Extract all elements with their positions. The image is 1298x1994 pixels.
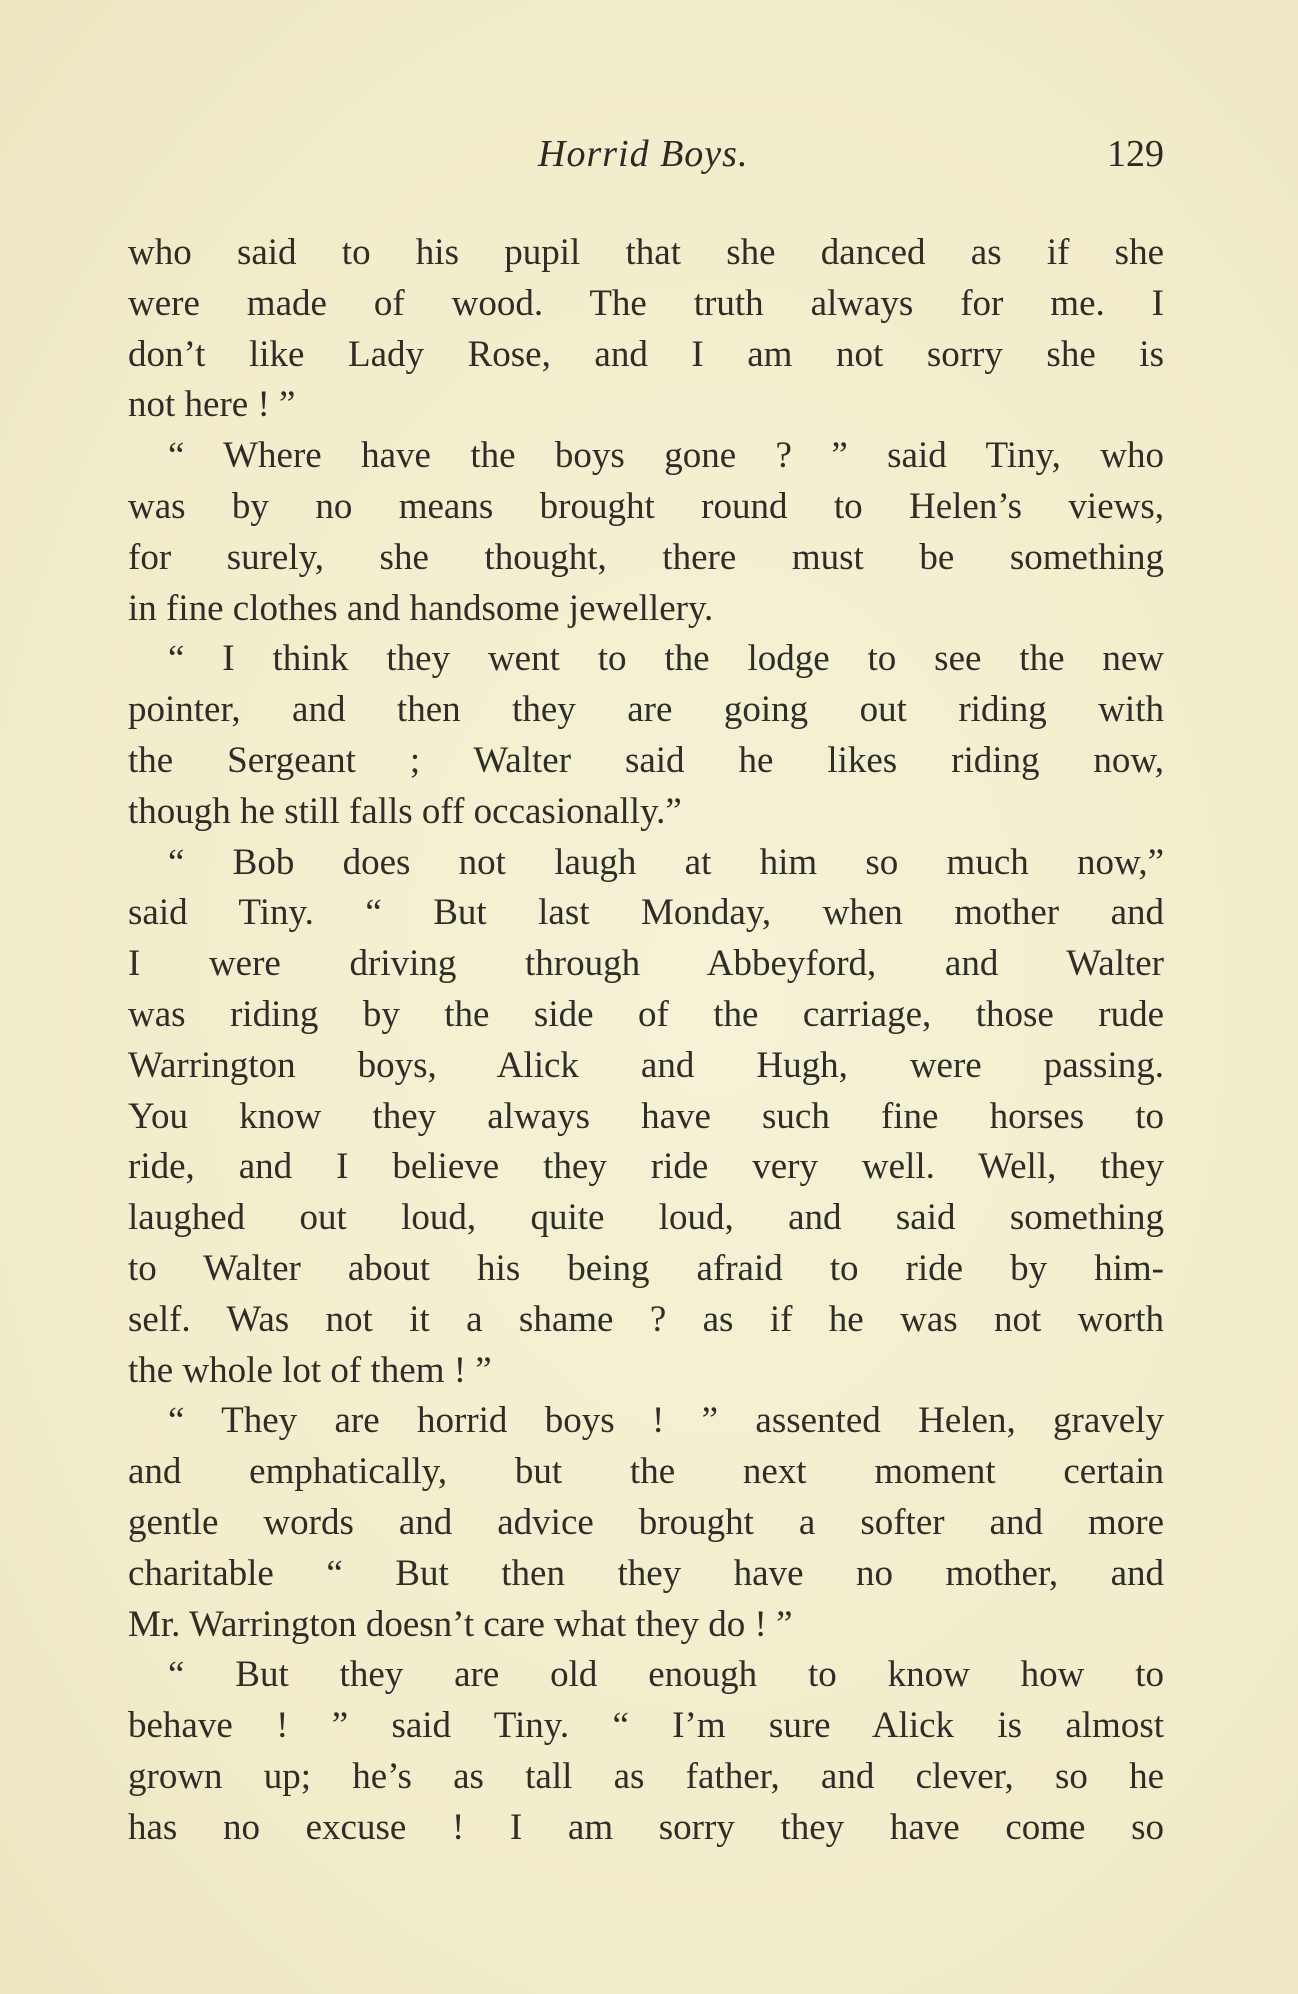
text-line: self. Was not it a shame ? as if he was not worth: [128, 1298, 1164, 1340]
text-line: “ Where have the boys gone ? ” said Tiny, who: [168, 435, 1164, 477]
text-line: “ I think they went to the lodge to see the new: [168, 638, 1164, 680]
text-line: the whole lot of them ! ”: [128, 1349, 492, 1391]
text-line: don’t like Lady Rose, and I am not sorry she is: [128, 333, 1164, 375]
text-line: grown up; he’s as tall as father, and clever, so he: [128, 1755, 1164, 1797]
text-line: I were driving through Abbeyford, and Walter: [128, 943, 1164, 985]
text-line: “ But they are old enough to know how to: [168, 1654, 1164, 1696]
text-line: and emphatically, but the next moment certain: [128, 1451, 1164, 1493]
text-line: “ Bob does not laugh at him so much now,”: [168, 841, 1164, 883]
text-line: not here ! ”: [128, 384, 296, 426]
text-line: pointer, and then they are going out riding with: [128, 689, 1164, 731]
text-line: though he still falls off occasionally.”: [128, 790, 682, 832]
text-line: “ They are horrid boys ! ” assented Helen, gravely: [168, 1400, 1164, 1442]
text-line: behave ! ” said Tiny. “ I’m sure Alick is almost: [128, 1705, 1164, 1747]
text-line: Warrington boys, Alick and Hugh, were passing.: [128, 1044, 1164, 1086]
text-line: was by no means brought round to Helen’s views,: [128, 485, 1164, 527]
text-line: said Tiny. “ But last Monday, when mother and: [128, 892, 1164, 934]
running-head: Horrid Boys.: [538, 133, 749, 175]
text-line: You know they always have such fine horses to: [128, 1095, 1164, 1137]
text-line: to Walter about his being afraid to ride by him-: [128, 1247, 1164, 1289]
text-line: in fine clothes and handsome jewellery.: [128, 587, 714, 629]
text-line: Mr. Warrington doesn’t care what they do ! ”: [128, 1603, 793, 1645]
page-header: [128, 132, 1164, 192]
text-line: were made of wood. The truth always for me. I: [128, 282, 1164, 324]
text-line: ride, and I believe they ride very well. Well, they: [128, 1146, 1164, 1188]
text-line: for surely, she thought, there must be something: [128, 536, 1164, 578]
text-line: charitable “ But then they have no mother, and: [128, 1552, 1164, 1594]
text-line: the Sergeant ; Walter said he likes riding now,: [128, 739, 1164, 781]
text-line: laughed out loud, quite loud, and said something: [128, 1197, 1164, 1239]
text-line: was riding by the side of the carriage, those rude: [128, 993, 1164, 1035]
page-number: 129: [1107, 133, 1164, 175]
text-line: who said to his pupil that she danced as if she: [128, 232, 1164, 273]
text-line: has no excuse ! I am sorry they have come so: [128, 1806, 1164, 1848]
body-text: [128, 228, 1164, 1854]
text-line: gentle words and advice brought a softer and more: [128, 1501, 1164, 1543]
